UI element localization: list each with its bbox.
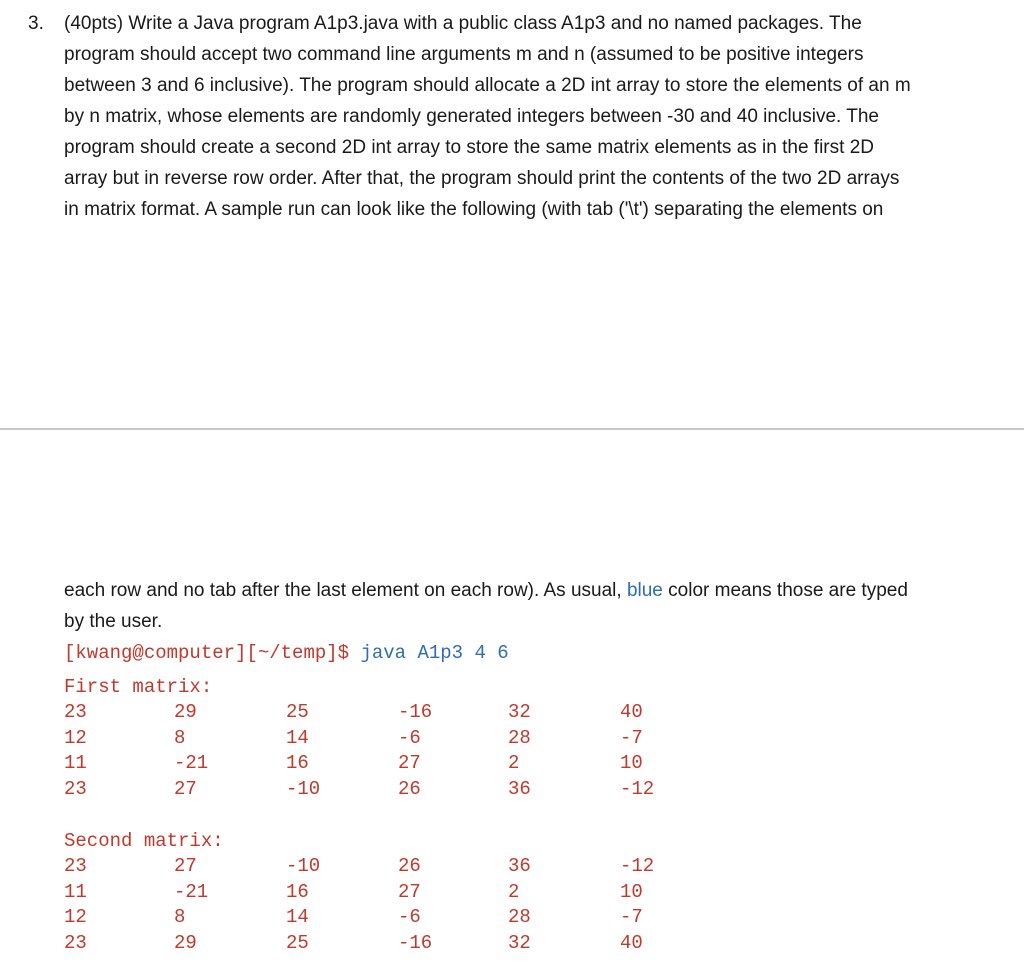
- matrix-cell: 11: [64, 752, 87, 774]
- continuation-text: each row and no tab after the last element on each row). As usual,: [64, 580, 627, 601]
- question-line: program should create a second 2D int array to store the same matrix elements as in the first 2D: [64, 137, 874, 158]
- matrix-cell: -16: [398, 931, 433, 954]
- matrix-cell: -7: [620, 906, 643, 928]
- matrix-cell: -16: [398, 701, 433, 723]
- question-line: array but in reverse row order. After that, the program should print the contents of the two 2D arrays: [64, 168, 900, 189]
- matrix-cell: 12: [64, 726, 87, 749]
- matrix-cell: 29: [174, 931, 197, 954]
- matrix-cell: -21: [174, 752, 209, 774]
- matrix-cell: 27: [174, 777, 197, 800]
- matrix-cell: -12: [620, 855, 655, 877]
- matrix-cell: -6: [398, 726, 421, 749]
- matrix-cell: 8: [174, 726, 186, 749]
- question-line: between 3 and 6 inclusive). The program should allocate a 2D int array to store the elements of an m: [64, 75, 911, 96]
- matrix-cell: 23: [64, 855, 87, 877]
- matrix-cell: 8: [174, 906, 186, 928]
- matrix-cell: 10: [620, 752, 643, 774]
- matrix-cell: 23: [64, 931, 87, 954]
- question-line: program should accept two command line arguments m and n (assumed to be positive integers: [64, 44, 864, 65]
- matrix-cell: 27: [398, 752, 421, 774]
- matrix-cell: 11: [64, 880, 87, 903]
- matrix-cell: 26: [398, 777, 421, 800]
- matrix-cell: -12: [620, 777, 655, 800]
- second-matrix-label: Second matrix:: [64, 830, 224, 852]
- first-matrix-label: First matrix:: [64, 676, 213, 698]
- question-number: 3.: [28, 13, 44, 34]
- question-line: (40pts) Write a Java program A1p3.java with a public class A1p3 and no named packages. The: [64, 13, 862, 34]
- matrix-cell: 2: [508, 880, 520, 903]
- matrix-cell: 40: [620, 931, 643, 954]
- matrix-cell: 2: [508, 752, 520, 774]
- matrix-cell: 14: [286, 906, 309, 928]
- matrix-cell: -6: [398, 906, 421, 928]
- matrix-cell: 16: [286, 880, 309, 903]
- terminal-sample-run: [64, 641, 655, 956]
- question-text: [64, 8, 1018, 225]
- matrix-cell: 23: [64, 701, 87, 723]
- matrix-cell: 40: [620, 701, 643, 723]
- matrix-cell: -10: [286, 855, 321, 877]
- shell-prompt: [kwang@computer][~/temp]$: [64, 642, 361, 664]
- typed-command: java A1p3 4 6: [360, 642, 509, 664]
- page-break-divider: [0, 428, 1024, 430]
- continuation-line-2: by the user.: [64, 611, 163, 632]
- matrix-row: [64, 905, 643, 931]
- matrix-cell: -21: [174, 880, 209, 903]
- matrix-cell: 12: [64, 906, 87, 928]
- matrix-cell: 16: [286, 752, 309, 774]
- matrix-row: [64, 880, 643, 906]
- first-matrix: [64, 700, 655, 802]
- matrix-cell: 27: [398, 880, 421, 903]
- matrix-row: [64, 726, 643, 752]
- matrix-cell: 36: [508, 855, 531, 877]
- matrix-cell: 27: [174, 855, 197, 877]
- matrix-cell: 10: [620, 880, 643, 903]
- matrix-cell: 28: [508, 726, 531, 749]
- matrix-cell: 32: [508, 931, 531, 954]
- matrix-cell: 23: [64, 777, 87, 800]
- matrix-row: [64, 854, 655, 880]
- blue-word: blue: [626, 580, 663, 601]
- matrix-cell: 14: [286, 726, 309, 749]
- matrix-cell: 28: [508, 906, 531, 928]
- matrix-row: [64, 931, 643, 957]
- continuation-text: color means those are typed: [662, 580, 908, 601]
- matrix-row: [64, 777, 655, 803]
- matrix-cell: -7: [620, 726, 643, 749]
- question-line: by n matrix, whose elements are randomly generated integers between -30 and 40 inclusive. The: [64, 106, 879, 127]
- question-line: in matrix format. A sample run can look like the following (with tab ('\t') separating the elements on: [64, 199, 884, 220]
- second-matrix: [64, 854, 655, 956]
- matrix-row: [64, 751, 643, 777]
- matrix-row: [64, 700, 643, 726]
- question-continuation: [64, 575, 1014, 637]
- matrix-cell: 26: [398, 855, 421, 877]
- matrix-cell: 25: [286, 701, 309, 723]
- matrix-cell: 32: [508, 701, 531, 723]
- matrix-cell: -10: [286, 777, 321, 800]
- continuation-line-1: [64, 575, 1014, 606]
- matrix-cell: 36: [508, 777, 531, 800]
- matrix-cell: 29: [174, 701, 197, 723]
- matrix-cell: 25: [286, 931, 309, 954]
- terminal-prompt-line: [64, 641, 509, 667]
